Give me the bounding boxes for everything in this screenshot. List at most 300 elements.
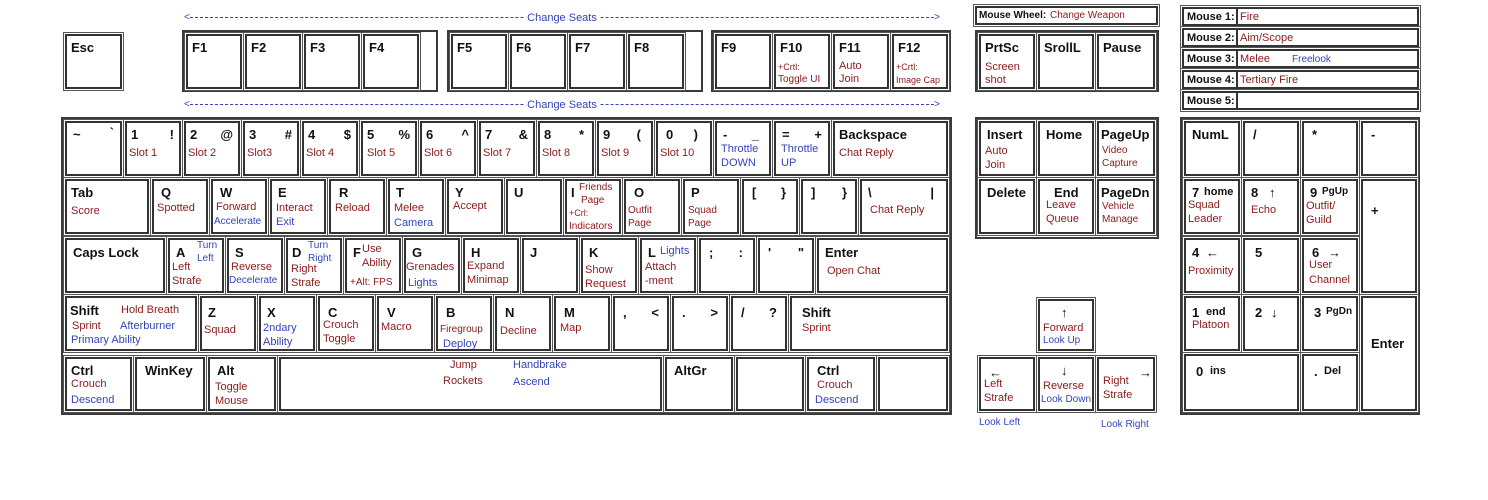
key-f9[interactable] bbox=[715, 34, 771, 89]
key-o[interactable] bbox=[624, 179, 680, 234]
key-k-label: K bbox=[589, 245, 599, 260]
key-c[interactable] bbox=[318, 296, 374, 351]
look-left-label: Look Left bbox=[979, 417, 1021, 428]
key-l[interactable] bbox=[640, 238, 696, 293]
key-page-up[interactable] bbox=[1097, 121, 1155, 176]
mouse-4-row bbox=[1182, 70, 1419, 89]
key-o-label: O bbox=[634, 185, 645, 200]
key-backslash[interactable] bbox=[860, 179, 948, 234]
key-i-label: I bbox=[571, 185, 575, 200]
key-quote[interactable] bbox=[758, 238, 814, 293]
key-left-line2: Strafe bbox=[984, 392, 1014, 404]
key-6-shift: ^ bbox=[461, 127, 469, 142]
key-3[interactable] bbox=[243, 121, 299, 176]
key-equals-line1: Throttle bbox=[781, 143, 819, 155]
key-a-label: A bbox=[176, 245, 186, 260]
key-minus-label: - bbox=[723, 127, 728, 142]
key-f6[interactable] bbox=[510, 34, 566, 89]
key-v[interactable] bbox=[377, 296, 433, 351]
key-f10[interactable] bbox=[774, 34, 830, 89]
key-f6-label: F6 bbox=[516, 40, 532, 55]
key-1[interactable] bbox=[125, 121, 181, 176]
key-minus[interactable] bbox=[715, 121, 771, 176]
key-print-screen[interactable] bbox=[979, 34, 1035, 89]
key-scroll-lock[interactable] bbox=[1038, 34, 1094, 89]
key-left-shift[interactable] bbox=[65, 296, 197, 351]
key-delete-label: Delete bbox=[987, 185, 1027, 200]
key-lalt-line1: Toggle bbox=[215, 381, 248, 393]
key-a-line2: Strafe bbox=[172, 275, 202, 287]
key-num4-label: 4 bbox=[1192, 245, 1200, 260]
key-arrow-down[interactable] bbox=[1038, 357, 1094, 411]
key-t-action: Melee bbox=[394, 202, 424, 214]
key-u-label: U bbox=[514, 185, 524, 200]
key-x-line1: 2ndary bbox=[263, 322, 297, 334]
key-e[interactable] bbox=[270, 179, 326, 234]
key-backspace[interactable] bbox=[833, 121, 948, 176]
key-f3[interactable] bbox=[304, 34, 360, 89]
key-t-alt: Camera bbox=[394, 217, 434, 229]
key-down-action: Reverse bbox=[1043, 380, 1084, 392]
key-s[interactable] bbox=[227, 238, 283, 293]
key-9-shift: ( bbox=[636, 127, 641, 142]
key-1-shift: ! bbox=[169, 127, 174, 142]
key-num5-label: 5 bbox=[1255, 245, 1263, 260]
key-tilde-label: ~ bbox=[73, 127, 81, 142]
key-q-label: Q bbox=[161, 185, 172, 200]
key-num-9[interactable] bbox=[1302, 179, 1358, 234]
mouse-5-row bbox=[1182, 91, 1419, 110]
key-c-line2: Toggle bbox=[323, 333, 356, 345]
key-pagedn-line2: Manage bbox=[1102, 214, 1139, 225]
key-a[interactable] bbox=[168, 238, 224, 293]
key-0[interactable] bbox=[656, 121, 712, 176]
key-f2-label: F2 bbox=[251, 40, 267, 55]
key-4-label: 4 bbox=[308, 127, 316, 142]
mouse-3-alt-action: Freelook bbox=[1292, 54, 1331, 65]
key-p-line2: Page bbox=[688, 218, 712, 229]
key-v-label: V bbox=[387, 305, 396, 320]
key-2-action: Slot 2 bbox=[188, 147, 217, 159]
key-right-ctrl[interactable] bbox=[807, 357, 875, 411]
key-h-label: H bbox=[471, 245, 481, 260]
key-space-alt1: Handbrake bbox=[513, 359, 567, 371]
key-numminus-label: - bbox=[1371, 127, 1376, 142]
change-seats-banner-middle: < > Change Seats bbox=[184, 99, 940, 111]
key-winkey[interactable] bbox=[135, 357, 205, 411]
key-numdel-label: . bbox=[1314, 364, 1318, 379]
key-x-line2: Ability bbox=[263, 336, 293, 348]
key-left-ctrl[interactable] bbox=[65, 357, 132, 411]
key-delete[interactable] bbox=[979, 179, 1035, 234]
key-l-label: L bbox=[648, 245, 656, 260]
key-f10-label: F10 bbox=[780, 40, 803, 55]
key-home-label: Home bbox=[1046, 127, 1083, 142]
key-h-line1: Expand bbox=[467, 260, 505, 272]
key-j[interactable] bbox=[522, 238, 578, 293]
key-p-line1: Squad bbox=[688, 205, 717, 216]
key-arrow-right[interactable] bbox=[1097, 357, 1155, 411]
key-num-slash[interactable] bbox=[1243, 121, 1299, 176]
key-num-lock[interactable] bbox=[1184, 121, 1240, 176]
key-5-shift: % bbox=[398, 127, 410, 142]
key-0-label: 0 bbox=[666, 127, 674, 142]
key-6[interactable] bbox=[420, 121, 476, 176]
key-left-bracket[interactable] bbox=[742, 179, 798, 234]
key-right-line2: Strafe bbox=[1103, 389, 1133, 401]
key-pagedn-label: PageDn bbox=[1101, 185, 1150, 200]
key-period[interactable] bbox=[672, 296, 728, 351]
key-s-action: Reverse bbox=[231, 261, 272, 273]
key-f7-label: F7 bbox=[575, 40, 591, 55]
key-insert-line1: Auto bbox=[985, 145, 1008, 157]
key-num-decimal[interactable] bbox=[1302, 354, 1358, 411]
key-f8[interactable] bbox=[628, 34, 684, 89]
key-rctrl-action: Crouch bbox=[817, 379, 853, 391]
key-e-label: E bbox=[278, 185, 287, 200]
key-p-label: P bbox=[691, 185, 700, 200]
key-9-label: 9 bbox=[603, 127, 611, 142]
key-equals-label: = bbox=[782, 127, 790, 142]
key-tilde[interactable] bbox=[65, 121, 122, 176]
arrow-down-icon: ↓ bbox=[1061, 363, 1068, 378]
key-right-shift[interactable] bbox=[790, 296, 948, 351]
key-n[interactable] bbox=[495, 296, 551, 351]
key-num4-action: Proximity bbox=[1188, 265, 1234, 277]
key-r-label: R bbox=[339, 185, 349, 200]
key-caps-lock[interactable] bbox=[65, 238, 165, 293]
key-num6-line1: User bbox=[1309, 259, 1333, 271]
key-5-action: Slot 5 bbox=[367, 147, 396, 159]
key-end-label: End bbox=[1054, 185, 1079, 200]
key-end-line2: Queue bbox=[1046, 213, 1080, 225]
key-backspace-action: Chat Reply bbox=[839, 147, 894, 159]
key-g-label: G bbox=[412, 245, 423, 260]
mouse-1-action: Fire bbox=[1240, 11, 1259, 23]
key-g-alt: Lights bbox=[408, 277, 438, 289]
key-a-line1: Left bbox=[172, 261, 191, 273]
key-pageup-label: PageUp bbox=[1101, 127, 1150, 142]
key-num3-nav: PgDn bbox=[1326, 306, 1353, 317]
key-9[interactable] bbox=[597, 121, 653, 176]
key-8[interactable] bbox=[538, 121, 594, 176]
key-f1[interactable] bbox=[186, 34, 242, 89]
key-rbracket-label: ] bbox=[811, 185, 816, 200]
key-c-line1: Crouch bbox=[323, 319, 359, 331]
key-d[interactable] bbox=[286, 238, 342, 293]
key-i-line2: Page bbox=[581, 195, 605, 206]
key-f4[interactable] bbox=[363, 34, 419, 89]
key-num7-nav: home bbox=[1204, 186, 1234, 198]
key-l-alt: Lights bbox=[660, 245, 690, 257]
key-3-shift: # bbox=[284, 127, 292, 142]
key-num1-nav: end bbox=[1206, 306, 1226, 318]
mouse-wheel-row bbox=[975, 6, 1158, 25]
key-rctrl-label: Ctrl bbox=[817, 363, 840, 378]
key-pause[interactable] bbox=[1097, 34, 1155, 89]
key-tab-action: Score bbox=[71, 205, 100, 217]
key-num-7[interactable] bbox=[1184, 179, 1240, 234]
key-pageup-line1: Video bbox=[1102, 145, 1128, 156]
key-d-turn1: Turn bbox=[308, 240, 329, 251]
key-w-label: W bbox=[220, 185, 233, 200]
key-equals[interactable] bbox=[774, 121, 830, 176]
key-pagedn-line1: Vehicle bbox=[1102, 201, 1135, 212]
key-lctrl-action: Crouch bbox=[71, 378, 107, 390]
key-lctrl-alt: Descend bbox=[71, 394, 115, 406]
key-quote-label: ' bbox=[768, 245, 772, 260]
key-g[interactable] bbox=[404, 238, 460, 293]
key-f4-label: F4 bbox=[369, 40, 385, 55]
key-f3-label: F3 bbox=[310, 40, 326, 55]
key-w-action: Forward bbox=[216, 201, 257, 213]
key-semicolon-label: ; bbox=[709, 245, 714, 260]
key-i-line3: +Crl: bbox=[569, 208, 589, 218]
key-num6-label: 6 bbox=[1312, 245, 1320, 260]
key-m-action: Map bbox=[560, 322, 582, 334]
key-2-label: 2 bbox=[190, 127, 198, 142]
key-7-shift: & bbox=[518, 127, 528, 142]
key-y-label: Y bbox=[455, 185, 464, 200]
key-insert[interactable] bbox=[979, 121, 1035, 176]
key-enter[interactable] bbox=[817, 238, 948, 293]
key-m[interactable] bbox=[554, 296, 610, 351]
key-blank[interactable] bbox=[736, 357, 804, 411]
key-space-line2: Rockets bbox=[443, 375, 483, 387]
key-right-bracket[interactable] bbox=[801, 179, 857, 234]
key-num8-label: 8 bbox=[1251, 185, 1259, 200]
key-tilde-shift: ` bbox=[109, 125, 114, 140]
mouse-2-label: Mouse 2: bbox=[1187, 32, 1235, 44]
key-8-label: 8 bbox=[544, 127, 552, 142]
arrow-right-icon: → bbox=[1139, 365, 1152, 380]
key-x-label: X bbox=[267, 305, 276, 320]
key-numslash-label: / bbox=[1253, 127, 1257, 142]
key-1-action: Slot 1 bbox=[129, 147, 158, 159]
key-k-line1: Show bbox=[585, 264, 613, 276]
key-down-alt: Look Down bbox=[1041, 394, 1092, 405]
key-f12-line1: +Crtl: bbox=[896, 62, 918, 72]
key-num1-action: Platoon bbox=[1192, 319, 1230, 331]
key-num-0[interactable] bbox=[1184, 354, 1299, 411]
key-2-shift: @ bbox=[220, 127, 233, 142]
key-num-1[interactable] bbox=[1184, 296, 1240, 351]
key-backslash-shift: | bbox=[930, 185, 934, 200]
key-equals-shift: + bbox=[814, 127, 822, 142]
key-8-action: Slot 8 bbox=[542, 147, 571, 159]
key-comma-label: , bbox=[623, 305, 627, 320]
key-numdel-nav: Del bbox=[1324, 365, 1342, 377]
key-r[interactable] bbox=[329, 179, 385, 234]
key-u[interactable] bbox=[506, 179, 562, 234]
key-x[interactable] bbox=[259, 296, 315, 351]
key-backspace-label: Backspace bbox=[839, 127, 907, 142]
key-slash-label: / bbox=[741, 305, 745, 320]
key-num-4[interactable] bbox=[1184, 238, 1240, 293]
key-num0-nav: ins bbox=[1210, 365, 1226, 377]
key-7-label: 7 bbox=[485, 127, 493, 142]
key-l-line1: Attach bbox=[645, 261, 677, 273]
key-f12-label: F12 bbox=[898, 40, 921, 55]
key-y[interactable] bbox=[447, 179, 503, 234]
key-num-8[interactable] bbox=[1243, 179, 1299, 234]
key-comma[interactable] bbox=[613, 296, 669, 351]
key-7[interactable] bbox=[479, 121, 535, 176]
key-b-action: Firegroup bbox=[440, 324, 483, 335]
key-tab[interactable] bbox=[65, 179, 149, 234]
key-slash-shift: ? bbox=[769, 305, 777, 320]
key-left-alt[interactable] bbox=[208, 357, 276, 411]
key-f12[interactable] bbox=[892, 34, 948, 89]
key-esc[interactable] bbox=[65, 34, 122, 89]
key-home[interactable] bbox=[1038, 121, 1094, 176]
key-e-action: Interact bbox=[276, 202, 313, 214]
key-2[interactable] bbox=[184, 121, 240, 176]
key-e-alt: Exit bbox=[276, 216, 295, 228]
key-w[interactable] bbox=[211, 179, 267, 234]
key-lbracket-shift: } bbox=[780, 185, 786, 200]
key-rctrl-alt: Descend bbox=[815, 394, 859, 406]
key-d-line1: Right bbox=[291, 263, 317, 275]
key-lshift-line1: Hold Breath bbox=[121, 304, 180, 316]
key-backslash-action: Chat Reply bbox=[870, 204, 925, 216]
key-period-label: . bbox=[682, 305, 686, 320]
key-winkey-label: WinKey bbox=[145, 363, 193, 378]
key-altgr[interactable] bbox=[665, 357, 733, 411]
key-1-label: 1 bbox=[131, 127, 139, 142]
key-num7-line2: Leader bbox=[1188, 213, 1223, 225]
key-space[interactable] bbox=[279, 357, 662, 411]
key-g-action: Grenades bbox=[406, 261, 455, 273]
key-lbracket-label: [ bbox=[752, 185, 757, 200]
key-f7[interactable] bbox=[569, 34, 625, 89]
key-num8-nav: ↑ bbox=[1269, 185, 1276, 200]
key-num-star[interactable] bbox=[1302, 121, 1358, 176]
key-5[interactable] bbox=[361, 121, 417, 176]
key-p[interactable] bbox=[683, 179, 739, 234]
key-semicolon[interactable] bbox=[699, 238, 755, 293]
key-t[interactable] bbox=[388, 179, 444, 234]
change-seats-banner-top: < > Change Seats bbox=[184, 12, 940, 24]
key-num-enter[interactable] bbox=[1361, 296, 1417, 411]
key-num-2[interactable] bbox=[1243, 296, 1299, 351]
key-n-action: Decline bbox=[500, 325, 537, 337]
look-right-label: Look Right bbox=[1101, 419, 1149, 430]
key-num-minus[interactable] bbox=[1361, 121, 1417, 176]
key-t-label: T bbox=[396, 185, 404, 200]
key-minus-shift: _ bbox=[751, 127, 759, 142]
key-rbracket-shift: } bbox=[841, 185, 847, 200]
key-w-alt: Accelerate bbox=[214, 216, 262, 227]
key-9-action: Slot 9 bbox=[601, 147, 630, 159]
key-up-alt: Look Up bbox=[1043, 335, 1081, 346]
key-minus-line1: Throttle bbox=[721, 143, 759, 155]
mouse-3-action: Melee bbox=[1240, 53, 1270, 65]
key-num-6[interactable] bbox=[1302, 238, 1358, 293]
key-altgr-label: AltGr bbox=[674, 363, 707, 378]
key-q-action: Spotted bbox=[157, 202, 195, 214]
key-q[interactable] bbox=[152, 179, 208, 234]
mouse-2-row bbox=[1182, 28, 1419, 47]
key-space-alt2: Ascend bbox=[513, 376, 550, 388]
key-i-line4: Indicators bbox=[569, 221, 613, 232]
key-6-action: Slot 6 bbox=[424, 147, 453, 159]
key-z[interactable] bbox=[200, 296, 256, 351]
key-z-label: Z bbox=[208, 305, 216, 320]
key-pageup-line2: Capture bbox=[1102, 158, 1138, 169]
mouse-3-label: Mouse 3: bbox=[1187, 53, 1235, 65]
key-f5[interactable] bbox=[451, 34, 507, 89]
key-end[interactable] bbox=[1038, 179, 1094, 234]
key-prtsc-line1: Screen bbox=[985, 61, 1020, 73]
key-d-turn2: Right bbox=[308, 253, 332, 264]
key-f11-line2: Join bbox=[839, 73, 860, 85]
key-num9-label: 9 bbox=[1310, 185, 1318, 200]
key-f8-label: F8 bbox=[634, 40, 650, 55]
mouse-wheel-action: Change Weapon bbox=[1050, 10, 1125, 21]
key-enter-label: Enter bbox=[825, 245, 859, 260]
key-num4-nav: ← bbox=[1206, 245, 1219, 260]
key-slash[interactable] bbox=[731, 296, 787, 351]
key-v-action: Macro bbox=[381, 321, 412, 333]
key-semicolon-shift: : bbox=[738, 245, 743, 260]
key-tab-label: Tab bbox=[71, 185, 94, 200]
key-f-line1: Use bbox=[362, 243, 382, 255]
key-z-action: Squad bbox=[204, 324, 236, 336]
key-5-label: 5 bbox=[367, 127, 375, 142]
key-s-alt: Decelerate bbox=[229, 275, 278, 286]
key-scroll-label: SrollL bbox=[1044, 40, 1081, 55]
key-prtsc-label: PrtSc bbox=[985, 40, 1019, 55]
mouse-wheel-label: Mouse Wheel: bbox=[979, 10, 1047, 21]
key-f12-line2: Image Cap bbox=[896, 75, 941, 85]
key-f11[interactable] bbox=[833, 34, 889, 89]
mouse-1-row bbox=[1182, 7, 1419, 26]
key-lalt-label: Alt bbox=[217, 363, 235, 378]
key-f[interactable] bbox=[345, 238, 401, 293]
key-up-action: Forward bbox=[1043, 322, 1084, 334]
key-prtsc-line2: shot bbox=[985, 74, 1006, 86]
key-lshift-line2: Sprint bbox=[72, 320, 101, 332]
key-4[interactable] bbox=[302, 121, 358, 176]
key-num-5[interactable] bbox=[1243, 238, 1299, 293]
key-num-plus[interactable] bbox=[1361, 179, 1417, 293]
key-h[interactable] bbox=[463, 238, 519, 293]
key-k[interactable] bbox=[581, 238, 637, 293]
key-right-line1: Right bbox=[1103, 375, 1129, 387]
key-b[interactable] bbox=[436, 296, 492, 351]
key-f2[interactable] bbox=[245, 34, 301, 89]
key-o-line2: Page bbox=[628, 218, 652, 229]
key-6-label: 6 bbox=[426, 127, 434, 142]
key-3-label: 3 bbox=[249, 127, 257, 142]
key-num-3[interactable] bbox=[1302, 296, 1358, 351]
key-page-down[interactable] bbox=[1097, 179, 1155, 234]
key-f10-line2: Toggle UI bbox=[778, 74, 821, 85]
key-arrow-up[interactable] bbox=[1038, 299, 1094, 351]
key-menu[interactable] bbox=[878, 357, 948, 411]
key-4-shift: $ bbox=[343, 127, 351, 142]
key-enter-action: Open Chat bbox=[827, 265, 881, 277]
key-7-action: Slot 7 bbox=[483, 147, 512, 159]
key-arrow-left[interactable] bbox=[979, 357, 1035, 411]
key-numlock-label: NumL bbox=[1192, 127, 1229, 142]
key-lshift-label: Shift bbox=[70, 303, 99, 318]
key-i[interactable] bbox=[565, 179, 621, 234]
key-period-shift: > bbox=[710, 305, 718, 320]
key-num8-action: Echo bbox=[1251, 204, 1277, 216]
key-f-label: F bbox=[353, 245, 361, 260]
